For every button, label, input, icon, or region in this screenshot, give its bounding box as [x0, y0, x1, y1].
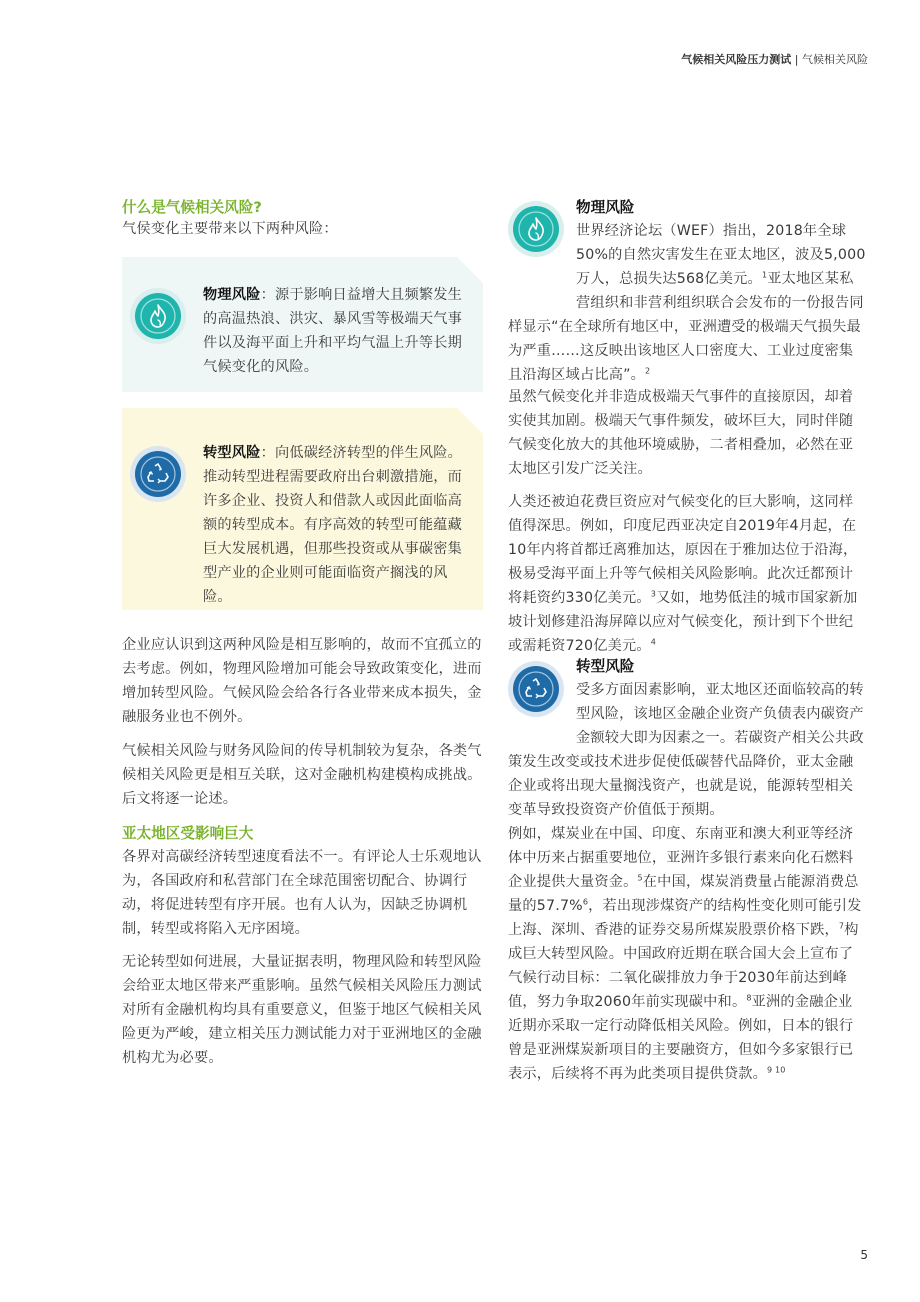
coal-paragraph	[508, 822, 866, 1086]
evidence-paragraph: 无论转型如何进展，大量证据表明，物理风险和转型风险会给亚太地区带来严重影响。虽然气候相关风险压力测试对所有金融机构均具有重要意义，但鉴于地区气候相关风险更为严峻，建立相关压力测试能力对于亚洲地区的金融机构尤为必要。	[122, 954, 482, 1066]
physical-p1a: 世界经济论坛（WEF）指出，2018年全球50%的自然灾害发生在亚太地区，波及5,000万人，总损失达568亿美元。	[576, 223, 866, 287]
transition-p2d: 构成巨大转型风险。中国政府近期在联合国大会上宣布了气候行动目标：二氧化碳排放力争于2030年前达到峰值，努力争取2060年前实现碳中和。	[508, 922, 859, 1010]
transition-card-label: 转型风险	[203, 445, 261, 461]
asia-heading: 亚太地区受影响巨大	[122, 825, 254, 842]
physical-p1b: 亚太地区某私营组织和非营利组织联合会发布的一份报告同样显示“在全球所有地区中，亚洲遭受的极端天气损失最为严重……这反映出该地区人口密度大、工业过度密集且沿海区域占比高”。	[508, 271, 864, 383]
transition-p2e: 亚洲的金融企业近期亦采取一定行动降低相关风险。例如，日本的银行曾是亚洲煤炭新项目的主要融资方，但如今多家银行已表示，后续将不再为此类项目提供贷款。	[508, 994, 854, 1082]
interaction-paragraph: 企业应认识到这两种风险是相互影响的，故而不宜孤立的去考虑。例如，物理风险增加可能会导致政策变化，进而增加转型风险。气候风险会给各行各业带来成本损失，金融服务业也不例外。	[122, 637, 482, 725]
physical-p3a: 人类还被迫花费巨资应对气候变化的巨大影响，这同样值得深思。例如，印度尼西亚决定自2019年4月起，在10年内将首都迁离雅加达，原因在于雅加达位于沿海，极易受海平面上升等气候相关风险影响。此次迁都预计将耗资约330亿美元。	[508, 494, 858, 606]
physical-risk-paragraph	[508, 219, 866, 387]
header-title: 气候相关风险压力测试	[681, 53, 792, 66]
header-subtitle: 气候相关风险	[802, 53, 868, 66]
transition-card-text	[203, 441, 471, 609]
transition-p1: 受多方面因素影响，亚太地区还面临较高的转型风险，该地区金融企业资产负债表内碳资产金额较大即为因素之一。若碳资产相关公共政策发生改变或技术进步促使低碳替代品降价，亚太金融企业或将出现大量搁浅资产，也就是说，能源转型相关变革导致投资资产价值低于预期。	[508, 682, 864, 818]
physical-card-text	[203, 283, 471, 379]
physical-card-label: 物理风险	[203, 287, 261, 303]
footnote-ref: 5	[637, 873, 643, 883]
transition-p2a: 例如，煤炭业在中国、印度、东南亚和澳大利亚等经济体中历来占据重要地位，亚洲许多银行素来向化石燃料企业提供大量资金。	[508, 826, 854, 890]
extreme-weather-paragraph: 虽然气候变化并非造成极端天气事件的直接原因，却着实使其加剧。极端天气事件频发，破坏巨大，同时伴随气候变化放大的其他环境威胁，二者相叠加，必然在亚太地区引发广泛关注。	[508, 389, 854, 477]
icon-wrap-spacer	[508, 219, 576, 295]
flame-icon	[129, 287, 187, 345]
header-separator: |	[791, 53, 802, 66]
transition-p2b: 在中国，煤炭消费量占能源消费总量的57.7%	[508, 874, 859, 914]
footnote-ref: 9 10	[766, 1065, 786, 1075]
footnote-ref: 4	[650, 637, 657, 647]
page-number: 5	[860, 1248, 868, 1262]
what-intro: 气侯变化主要带来以下两种风险：	[122, 221, 338, 237]
physical-p3b: 又如，地势低洼的城市国家新加坡计划修建沿海屏障以应对气候变化，预计到下个世纪或需耗资720亿美元。	[508, 590, 858, 654]
footnote-ref: 1	[761, 270, 768, 280]
footnote-ref: 6	[582, 897, 589, 907]
footnote-ref: 8	[746, 993, 752, 1003]
transition-views-paragraph: 各界对高碳经济转型速度看法不一。有评论人士乐观地认为，各国政府和私营部门在全球范围密切配合、协调行动，将促进转型有序开展。也有人认为，因缺乏协调机制，转型或将陷入无序困境。	[122, 849, 482, 937]
physical-card-body: ：源于影响日益增大且频繁发生的高温热浪、洪灾、暴风雪等极端天气事件以及海平面上升和平均气温上升等长期气候变化的风险。	[203, 287, 462, 375]
transition-p2c: ，若出现涉煤资产的结构性变化则可能引发上海、深圳、香港的证券交易所煤炭股票价格下跌，	[508, 898, 862, 938]
relocation-paragraph	[508, 490, 866, 658]
running-header	[681, 51, 868, 67]
transition-risk-heading: 转型风险	[576, 658, 635, 675]
footnote-ref: 7	[838, 921, 845, 931]
icon-wrap-spacer	[508, 678, 576, 730]
transition-card-body: ：向低碳经济转型的伴生风险。推动转型进程需要政府出台刺激措施，而许多企业、投资人和借款人或因此面临高额的转型成本。有序高效的转型可能蕴藏巨大发展机遇，但那些投资或从事碳密集型产业的企业则可能面临资产搁浅的风险。	[203, 445, 462, 605]
physical-risk-heading: 物理风险	[576, 199, 635, 216]
what-heading: 什么是气候相关风险?	[122, 199, 262, 216]
transmission-paragraph: 气候相关风险与财务风险间的传导机制较为复杂，各类气候相关风险更是相互关联，这对金融机构建模构成挑战。后文将逐一论述。	[122, 743, 482, 807]
transition-risk-paragraph	[508, 678, 866, 822]
footnote-ref: 3	[650, 589, 657, 599]
recycle-icon	[129, 445, 187, 503]
footnote-ref: 2	[645, 366, 651, 376]
